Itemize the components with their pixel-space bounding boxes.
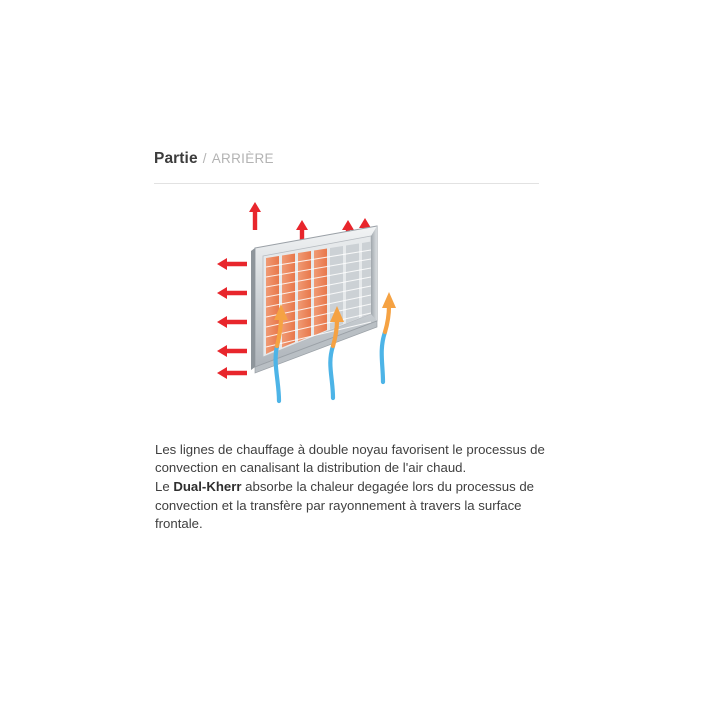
body-copy [155, 441, 545, 533]
heat-arrows-left [217, 258, 247, 379]
section-heading [154, 150, 539, 168]
radiator-panel [251, 226, 377, 373]
body-paragraph-2 [155, 478, 545, 533]
heading-title: Partie [154, 150, 198, 167]
figure-radiator-back [154, 196, 539, 424]
paragraph-2-tail: absorbe la chaleur degagée lors du processus de convection et la transfère par rayonnement à travers la surface frontale. [155, 479, 535, 531]
body-paragraph-1: Les lignes de chauffage à double noyau favorisent le processus de convection en canalisant la distribution de l'air chaud. [155, 442, 545, 476]
heading-subtitle-separator: / [202, 151, 207, 166]
product-name: Dual-Kherr [173, 479, 242, 495]
radiator-back-convection-diagram [207, 196, 487, 421]
heading-divider [154, 183, 539, 184]
heading-subtitle: ARRIÈRE [211, 151, 274, 166]
paragraph-2-lead: Le [155, 479, 174, 495]
